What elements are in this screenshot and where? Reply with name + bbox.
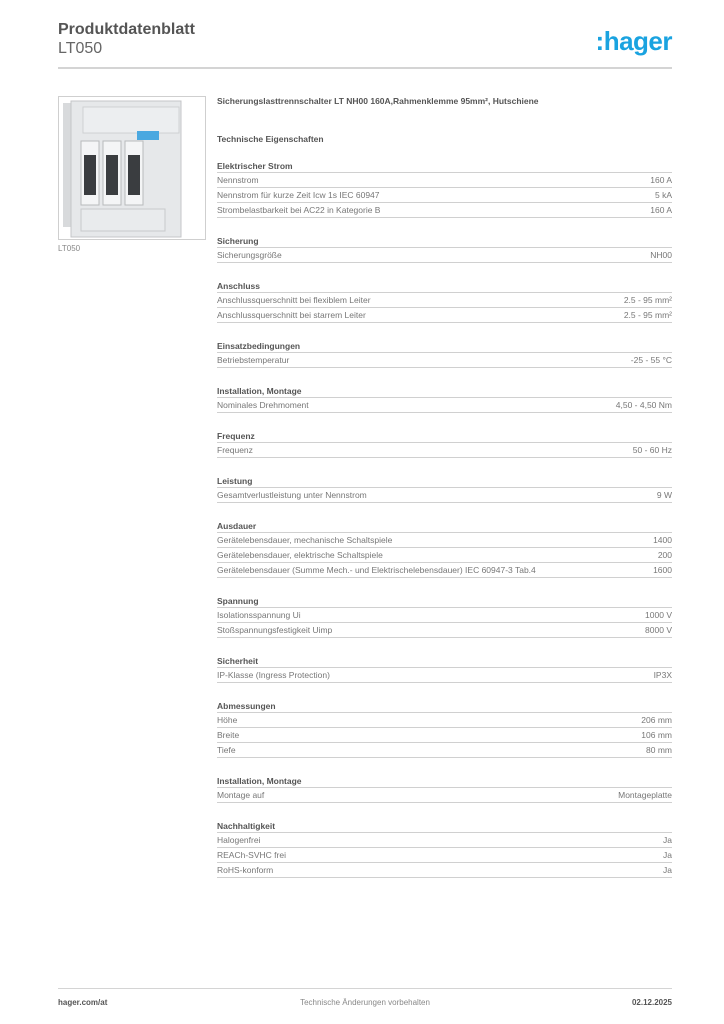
spec-row: [217, 668, 672, 683]
section-title: Elektrischer Strom: [217, 160, 672, 173]
spec-row: [217, 248, 672, 263]
section-title: Installation, Montage: [217, 385, 672, 398]
spec-section: [217, 700, 672, 758]
spec-value: 8000 V: [645, 625, 672, 635]
spec-row: [217, 398, 672, 413]
spec-label: Betriebstemperatur: [217, 355, 290, 365]
spec-row: [217, 743, 672, 758]
section-title: Anschluss: [217, 280, 672, 293]
spec-row: [217, 353, 672, 368]
spec-value: 9 W: [656, 490, 672, 500]
spec-row: [217, 788, 672, 803]
spec-row: [217, 488, 672, 503]
spec-value: 5 kA: [654, 190, 672, 200]
section-title: Einsatzbedingungen: [217, 340, 672, 353]
spec-value: 160 A: [650, 175, 672, 185]
spec-row: [217, 848, 672, 863]
spec-row: [217, 173, 672, 188]
spec-section: [217, 340, 672, 368]
spec-row: [217, 833, 672, 848]
spec-section: [217, 475, 672, 503]
page-header: [58, 20, 672, 58]
spec-label: Nominales Drehmoment: [217, 400, 309, 410]
spec-label: Gerätelebensdauer (Summe Mech.- und Elektrischelebensdauer) IEC 60947-3 Tab.4: [217, 565, 536, 575]
spec-value: 206 mm: [641, 715, 672, 725]
product-description: Sicherungslasttrennschalter LT NH00 160A,Rahmenklemme 95mm², Hutschiene: [217, 96, 539, 106]
spec-row: [217, 728, 672, 743]
spec-value: 80 mm: [646, 745, 672, 755]
spec-row: [217, 863, 672, 878]
spec-content: [217, 96, 672, 878]
spec-label: Halogenfrei: [217, 835, 261, 845]
section-title: Installation, Montage: [217, 775, 672, 788]
spec-row: [217, 443, 672, 458]
section-title: Frequenz: [217, 430, 672, 443]
spec-row: [217, 533, 672, 548]
spec-value: -25 - 55 °C: [630, 355, 672, 365]
spec-row: [217, 308, 672, 323]
spec-label: Gerätelebensdauer, mechanische Schaltspiele: [217, 535, 393, 545]
spec-value: 1000 V: [645, 610, 672, 620]
spec-section: [217, 430, 672, 458]
spec-label: Nennstrom für kurze Zeit Icw 1s IEC 60947: [217, 190, 380, 200]
spec-value: 2.5 - 95 mm²: [623, 295, 672, 305]
spec-section: [217, 595, 672, 638]
document-title: Produktdatenblatt: [58, 21, 195, 38]
spec-label: Nennstrom: [217, 175, 259, 185]
spec-value: 160 A: [650, 205, 672, 215]
spec-value: Ja: [663, 865, 672, 875]
footer-website: hager.com/at: [58, 998, 108, 1007]
spec-label: REACh-SVHC frei: [217, 850, 286, 860]
spec-value: IP3X: [653, 670, 672, 680]
section-title: Spannung: [217, 595, 672, 608]
spec-value: Montageplatte: [618, 790, 672, 800]
spec-value: NH00: [650, 250, 672, 260]
section-title: Sicherheit: [217, 655, 672, 668]
spec-row: [217, 623, 672, 638]
header-divider: [58, 67, 672, 69]
spec-label: Sicherungsgröße: [217, 250, 282, 260]
spec-label: Gerätelebensdauer, elektrische Schaltspiele: [217, 550, 383, 560]
spec-label: IP-Klasse (Ingress Protection): [217, 670, 330, 680]
spec-value: Ja: [663, 835, 672, 845]
spec-row: [217, 608, 672, 623]
product-image: [58, 96, 206, 240]
spec-row: [217, 293, 672, 308]
section-title: Leistung: [217, 475, 672, 488]
hager-logo: :hager: [595, 26, 672, 56]
spec-label: Stoßspannungsfestigkeit Uimp: [217, 625, 333, 635]
spec-label: Anschlussquerschnitt bei flexiblem Leiter: [217, 295, 371, 305]
section-title: Ausdauer: [217, 520, 672, 533]
footer-date: 02.12.2025: [631, 998, 672, 1007]
spec-value: 1600: [653, 565, 672, 575]
spec-section: [217, 280, 672, 323]
spec-row: [217, 203, 672, 218]
image-caption: LT050: [58, 244, 81, 253]
spec-row: [217, 548, 672, 563]
section-title: Nachhaltigkeit: [217, 820, 672, 833]
spec-row: [217, 188, 672, 203]
spec-label: Frequenz: [217, 445, 253, 455]
technical-properties-heading: Technische Eigenschaften: [217, 134, 324, 144]
section-title: Sicherung: [217, 235, 672, 248]
spec-label: Montage auf: [217, 790, 265, 800]
section-title: Abmessungen: [217, 700, 672, 713]
spec-row: [217, 563, 672, 578]
spec-value: Ja: [663, 850, 672, 860]
spec-label: Höhe: [217, 715, 238, 725]
spec-label: Tiefe: [217, 745, 236, 755]
spec-section: [217, 655, 672, 683]
spec-value: 4,50 - 4,50 Nm: [615, 400, 672, 410]
spec-label: Strombelastbarkeit bei AC22 in Kategorie B: [217, 205, 381, 215]
spec-row: [217, 713, 672, 728]
spec-section: [217, 385, 672, 413]
footer-disclaimer: Technische Änderungen vorbehalten: [300, 998, 430, 1007]
spec-value: 2.5 - 95 mm²: [623, 310, 672, 320]
spec-value: 50 - 60 Hz: [632, 445, 672, 455]
spec-value: 200: [657, 550, 672, 560]
spec-section: [217, 520, 672, 578]
spec-section: [217, 235, 672, 263]
spec-section: [217, 820, 672, 878]
spec-label: Isolationsspannung Ui: [217, 610, 301, 620]
footer-divider: [58, 988, 672, 989]
spec-section: [217, 160, 672, 218]
spec-label: RoHS-konform: [217, 865, 274, 875]
spec-sections: [217, 160, 672, 878]
spec-label: Breite: [217, 730, 240, 740]
spec-value: 1400: [653, 535, 672, 545]
spec-section: [217, 775, 672, 803]
spec-label: Gesamtverlustleistung unter Nennstrom: [217, 490, 367, 500]
spec-value: 106 mm: [641, 730, 672, 740]
article-number: LT050: [58, 40, 103, 57]
spec-label: Anschlussquerschnitt bei starrem Leiter: [217, 310, 366, 320]
fuse-switch-illustration: [59, 97, 205, 239]
